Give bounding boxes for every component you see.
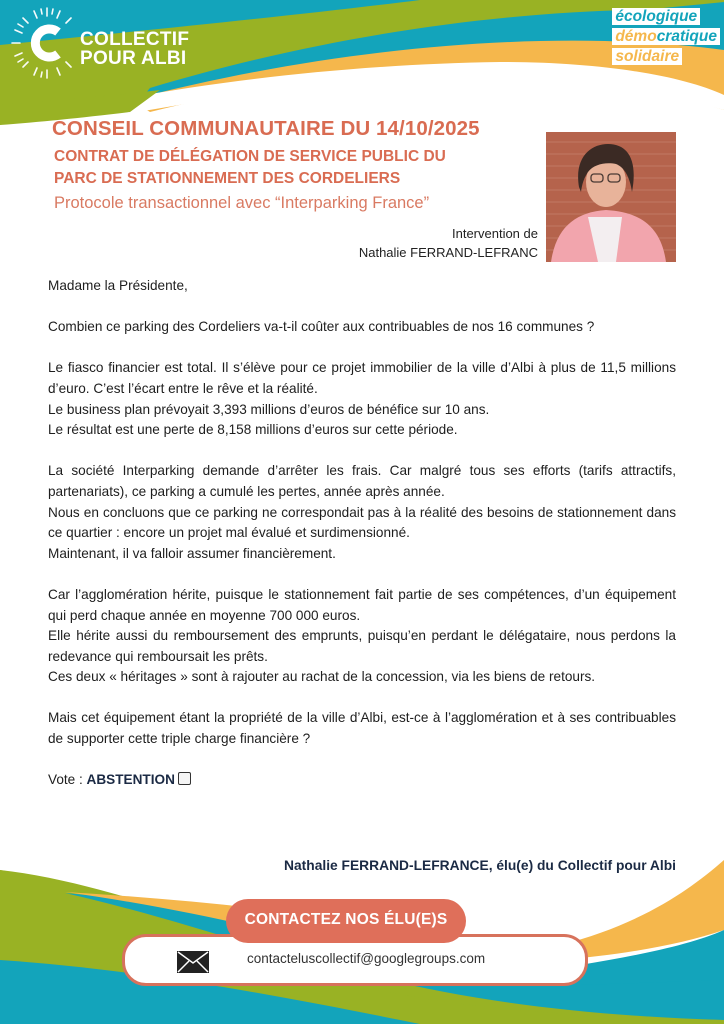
paragraph-agglomeration: [48, 585, 676, 688]
vote-value: ABSTENTION: [86, 772, 175, 788]
interparking-text: La société Interparking demande d’arrêter les frais. Car malgré tous ses efforts (tarifs attractifs, partenariats), ce parking a cumulé les pertes, année après année.: [48, 463, 676, 499]
tagline-solidaire: solidaire: [612, 48, 682, 65]
collectif-logo: [10, 6, 210, 80]
intervention-label: Intervention de: [451, 226, 538, 241]
portrait-photo: [546, 132, 676, 262]
paragraph-interparking: [48, 461, 676, 564]
vote-line: [48, 770, 676, 791]
loans-text: Elle hérite aussi du remboursement des emprunts, puisqu’en perdant le délégataire, nous perdons la redevance qui remboursait les prêts.: [48, 628, 676, 664]
paragraph-fiasco: [48, 358, 676, 440]
tagline-democratique-part1: démo: [615, 28, 657, 45]
vote-label: Vote :: [48, 772, 87, 788]
speech-body: [48, 276, 676, 811]
heritages-text: Ces deux « héritages » sont à rajouter au rachat de la concession, via les biens de retours.: [48, 669, 596, 685]
assume-text: Maintenant, il va falloir assumer financièrement.: [48, 545, 336, 561]
subtitle-line-1: CONTRAT DE DÉLÉGATION DE SERVICE PUBLIC DU: [54, 148, 446, 165]
page-title: CONSEIL COMMUNAUTAIRE DU 14/10/2025: [52, 117, 480, 140]
paragraph-question: Combien ce parking des Cordeliers va-t-il coûter aux contribuables de nos 16 communes ?: [48, 319, 595, 335]
intervention-name: Nathalie FERRAND-LEFRANC: [358, 245, 538, 260]
sunburst-c-logo-icon: [10, 6, 84, 80]
envelope-icon: [177, 951, 209, 973]
subtitle-line-2: PARC DE STATIONNEMENT DES CORDELIERS: [54, 170, 401, 187]
tagline-democratique-part2: cratique: [656, 28, 717, 45]
conclusion-text: Nous en concluons que ce parking ne correspondait pas à la réalité des besoins de stationnement dans ce quartier : encore un projet mal évalué et surdimensionné.: [48, 504, 676, 541]
tagline-democratique: [612, 28, 720, 45]
business-plan-text: Le business plan prévoyait 3,393 millions d’euros de bénéfice sur 10 ans.: [48, 401, 490, 417]
logo-line-1: COLLECTIF: [80, 29, 190, 50]
fiasco-text: Le fiasco financier est total. Il s’élève pour ce projet immobilier de la ville d’Albi à plus de 11,5 millions d’euro. C’est l’écart entre le rêve et la réalité.: [48, 360, 676, 396]
page-subtitle: [54, 146, 542, 190]
intervention-credit: [359, 224, 538, 262]
paragraph-final-question: Mais cet équipement étant la propriété de la ville d’Albi, est-ce à l’agglomération et à ses contribuables de supporter cette triple charge financière ?: [48, 710, 676, 747]
protocol-subtitle: Protocole transactionnel avec “Interparking France”: [54, 194, 430, 212]
contact-elected-button[interactable]: CONTACTEZ NOS ÉLU(E)S: [226, 899, 466, 943]
tagline: [612, 8, 720, 68]
signature: Nathalie FERRAND-LEFRANCE, élu(e) du Collectif pour Albi: [284, 858, 676, 873]
tagline-ecologique: écologique: [612, 8, 700, 25]
contact-email-link[interactable]: contacteluscollectif@googlegroups.com: [247, 951, 486, 966]
checkbox-icon: [178, 772, 191, 785]
document-heading: [52, 116, 542, 214]
inherit-text: Car l’agglomération hérite, puisque le stationnement fait partie de ses compétences, d’un équipement qui perd chaque année en moyenne 700 000 euros.: [48, 586, 676, 623]
logo-line-2: POUR ALBI: [80, 48, 187, 69]
result-text: Le résultat est une perte de 8,158 millions d’euros sur cette période.: [48, 422, 458, 438]
portrait-image: [546, 132, 676, 262]
greeting: Madame la Présidente,: [48, 278, 188, 293]
